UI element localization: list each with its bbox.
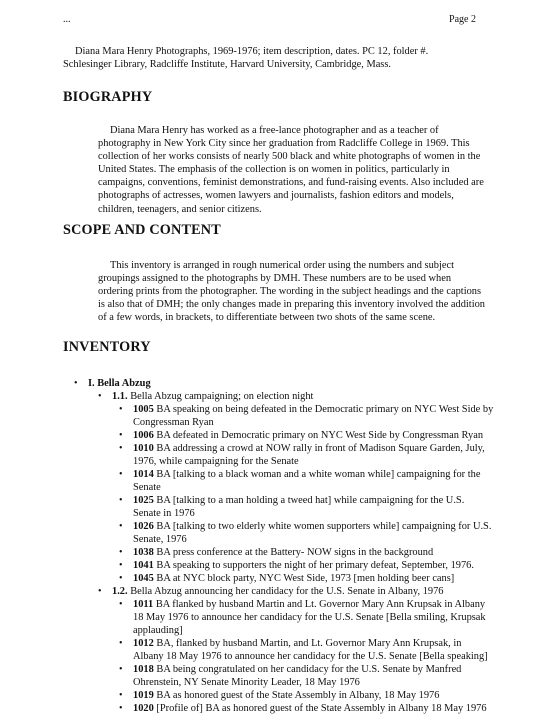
bullet-icon: •: [119, 521, 123, 532]
subgroup: [88, 390, 494, 585]
item-number: 1038: [133, 547, 154, 558]
subgroup-title: Bella Abzug campaigning; on election night: [130, 391, 314, 402]
inventory-item: [112, 598, 494, 637]
subgroup: [88, 585, 494, 715]
bullet-icon: •: [119, 638, 123, 649]
item-number: 1006: [133, 430, 154, 441]
item-number: 1011: [133, 599, 154, 610]
inventory-item: [112, 403, 494, 429]
item-list: [112, 598, 494, 715]
bullet-icon: •: [119, 469, 123, 480]
item-description: BA speaking on being defeated in the Democratic primary on NYC West Side by Congressman Ryan: [133, 404, 494, 428]
inventory-item: [112, 572, 494, 585]
inventory-item: [112, 637, 494, 663]
item-number: 1045: [133, 573, 154, 584]
scope-text: This inventory is arranged in rough numerical order using the numbers and subject groupings assigned to the photographs by DMH. These numbers are to be used when ordering prints from the photographer. The wording in the subject headings and the captions is also that of DMH; the only changes made in preparing this inventory involved the addition of a few words, in brackets, to differentiate between two shots of the same scene.: [98, 260, 485, 324]
item-description: BA [talking to a man holding a tweed hat] while campaigning for the U.S. Senate in 1976: [133, 495, 465, 519]
inventory-item: [112, 663, 494, 689]
inventory-item: [112, 520, 494, 546]
subgroup-number: 1.1.: [112, 391, 128, 402]
inventory-item: [112, 546, 494, 559]
citation-text: Diana Mara Henry Photographs, 1969-1976; item description, dates. PC 12, folder #. Schlesinger Library, Radcliffe Institute, Harvard University, Cambridge, Mass.: [63, 46, 429, 70]
bullet-icon: •: [119, 573, 123, 584]
item-number: 1018: [133, 664, 154, 675]
bullet-icon: •: [98, 586, 102, 597]
item-number: 1026: [133, 521, 154, 532]
item-description: BA flanked by husband Martin and Lt. Governor Mary Ann Krupsak in Albany 18 May 1976 to announce her candidacy for the U.S. Senate [Bella smiling, Krupsak applauding]: [133, 599, 486, 636]
item-description: BA [talking to a black woman and a white woman while] campaigning for the Senate: [133, 469, 481, 493]
bullet-icon: •: [119, 547, 123, 558]
item-number: 1014: [133, 469, 154, 480]
bullet-icon: •: [119, 495, 123, 506]
inventory-item: [112, 702, 494, 715]
subgroup-title: Bella Abzug announcing her candidacy for the U.S. Senate in Albany, 1976: [130, 586, 444, 597]
item-description: BA as honored guest of the State Assembly in Albany, 18 May 1976: [156, 690, 440, 701]
inventory-item: [112, 468, 494, 494]
item-description: BA at NYC block party, NYC West Side, 1973 [men holding beer cans]: [156, 573, 455, 584]
inventory-item: [112, 494, 494, 520]
item-description: BA defeated in Democratic primary on NYC West Side by Congressman Ryan: [156, 430, 484, 441]
item-number: 1005: [133, 404, 154, 415]
item-description: BA speaking to supporters the night of her primary defeat, September, 1976.: [156, 560, 474, 571]
item-number: 1025: [133, 495, 154, 506]
item-description: BA addressing a crowd at NOW rally in front of Madison Square Garden, July, 1976, while campaigning for the Senate: [133, 443, 485, 467]
item-description: [Profile of] BA as honored guest of the State Assembly in Albany 18 May 1976: [156, 703, 487, 714]
item-list: [112, 403, 494, 585]
biography-text: Diana Mara Henry has worked as a free-lance photographer and as a teacher of photography in New York City since her graduation from Radcliffe College in 1969. This collection of her works consists of nearly 500 black and white photographs of women in the United States. The emphasis of the collection is on women in politics, particularly in campaigns, conventions, feminist demonstrations, and fund-raising events. Also included are photographs of actresses, women lawyers and journalists, fashion editors and models, children, teenagers, and senior citizens.: [98, 125, 484, 215]
scope-heading: SCOPE AND CONTENT: [63, 222, 221, 238]
item-number: 1041: [133, 560, 154, 571]
inventory-list: [74, 377, 494, 715]
bullet-icon: •: [119, 430, 123, 441]
item-number: 1010: [133, 443, 154, 454]
inventory-heading: INVENTORY: [63, 339, 151, 355]
group-title: I. Bella Abzug: [88, 378, 151, 389]
bullet-icon: •: [119, 599, 123, 610]
item-number: 1020: [133, 703, 154, 714]
bullet-icon: •: [119, 443, 123, 454]
bullet-icon: •: [119, 690, 123, 701]
item-number: 1012: [133, 638, 154, 649]
inventory-group: [74, 377, 494, 715]
bullet-icon: •: [119, 560, 123, 571]
inventory-item: [112, 689, 494, 702]
bullet-icon: •: [74, 378, 78, 389]
biography-heading: BIOGRAPHY: [63, 89, 153, 105]
item-number: 1019: [133, 690, 154, 701]
subgroup-number: 1.2.: [112, 586, 128, 597]
header-ellipsis: ...: [63, 14, 71, 25]
item-description: BA [talking to two elderly white women supporters while] campaigning for U.S. Senate, 1976: [133, 521, 492, 545]
bullet-icon: •: [98, 391, 102, 402]
item-description: BA press conference at the Battery- NOW signs in the background: [156, 547, 434, 558]
bullet-icon: •: [119, 404, 123, 415]
inventory-item: [112, 559, 494, 572]
item-description: BA, flanked by husband Martin, and Lt. Governor Mary Ann Krupsak, in Albany 18 May 1976 to announce her candidacy for the U.S. Senate [Bella speaking]: [133, 638, 488, 662]
bullet-icon: •: [119, 664, 123, 675]
inventory-item: [112, 429, 494, 442]
item-description: BA being congratulated on her candidacy for the U.S. Senate by Manfred Ohrenstein, NY Senate Minority Leader, 18 May 1976: [133, 664, 462, 688]
inventory-item: [112, 442, 494, 468]
bullet-icon: •: [119, 703, 123, 714]
page-number: Page 2: [449, 14, 476, 25]
